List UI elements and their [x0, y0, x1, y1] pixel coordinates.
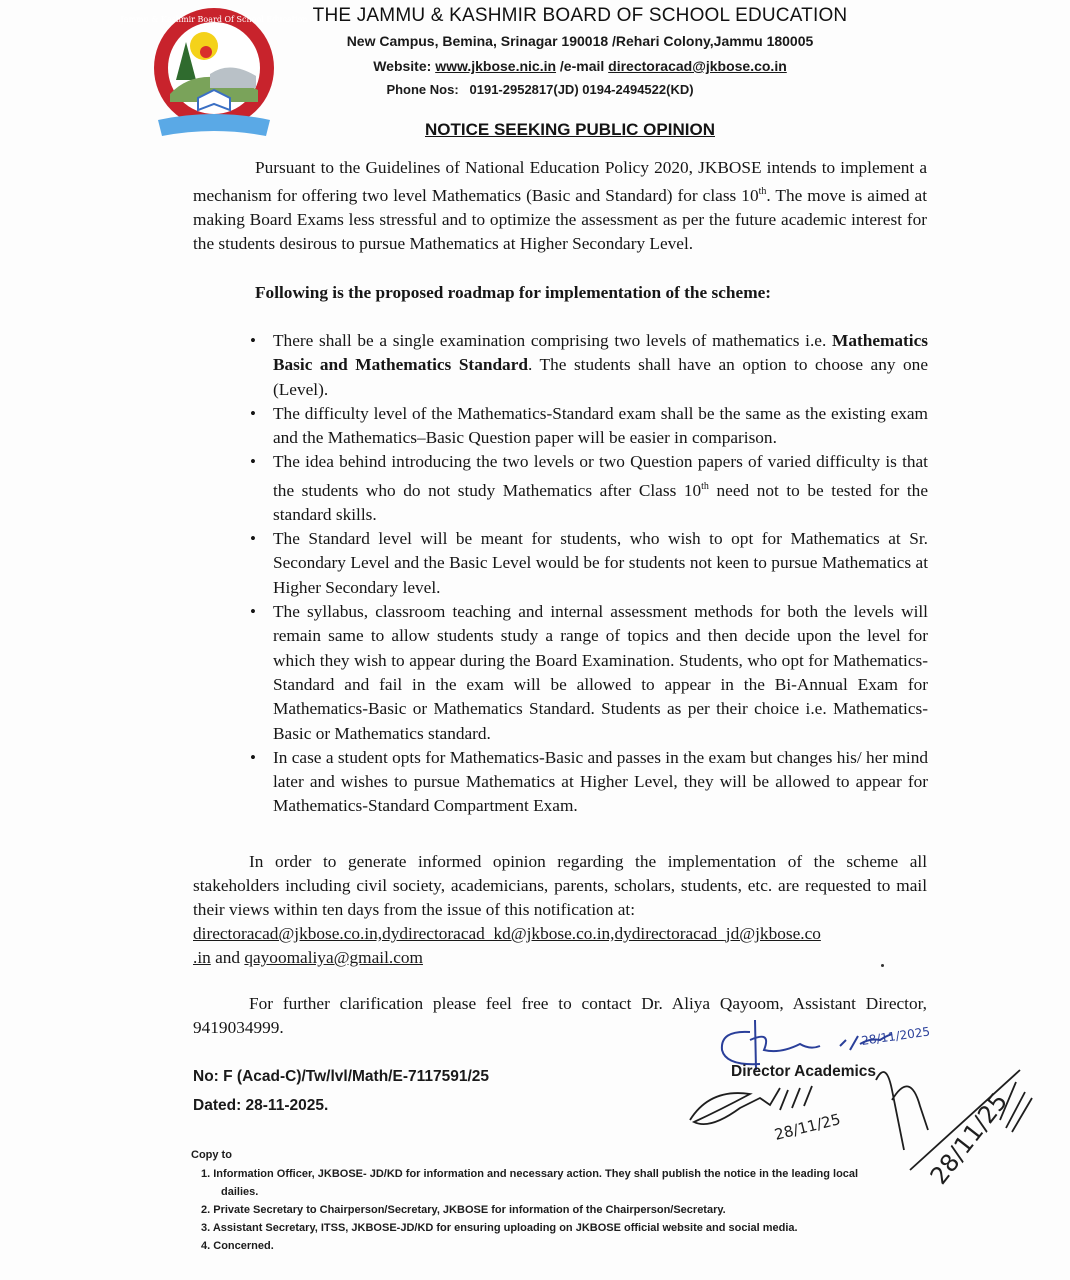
roadmap-item-text: There shall be a single examination comprising two levels of mathematics i.e.	[273, 331, 833, 350]
roadmap-item-superscript: th	[701, 480, 709, 492]
opinion-text: In order to generate informed opinion regarding the implementation of the scheme all stakeholders including civil society, academicians, parents, scholars, students, etc. are requested to mail their views within ten days from the issue of this notification at:	[193, 852, 927, 919]
flame-icon	[200, 46, 212, 58]
email-conjunction: and	[210, 948, 245, 967]
copy-to-heading: Copy to	[191, 1149, 232, 1161]
roadmap-item: • The difficulty level of the Mathematics-Standard exam shall be the same as the existing exam and the Mathematics–Basic Question paper will be easier in comparison.	[248, 402, 928, 451]
handwritten-date: 28/11/2025	[860, 1024, 931, 1048]
handwritten-date: 28/11/25	[772, 1110, 843, 1144]
signature-stroke	[780, 1086, 812, 1110]
email-list	[193, 922, 927, 970]
roadmap-item-bold: Mathematics Basic and Mathematics Standard	[273, 331, 928, 375]
website-link[interactable]: www.jkbose.nic.in	[435, 58, 557, 74]
roadmap-item: • In case a student opts for Mathematics-Basic and passes in the exam but changes his/ her mind later and wishes to pursue Mathematics at Higher Level, they will be allowed to appear for Mathematics-Standard Compartment Exam.	[248, 746, 928, 819]
roadmap-item-text: . The students shall have an option to choose any one (Level).	[273, 355, 928, 399]
copy-to-section	[191, 1149, 901, 1255]
logo-ribbon	[158, 114, 270, 136]
signature-stroke	[910, 1070, 1020, 1170]
phone-numbers: 0191-2952817(JD) 0194-2494522(KD)	[469, 82, 694, 97]
roadmap-lead: Following is the proposed roadmap for implementation of the scheme:	[255, 283, 772, 302]
copy-to-number: 3.	[201, 1222, 211, 1234]
jkbose-logo-emblem	[120, 2, 308, 152]
clarification-paragraph: For further clarification please feel free to contact Dr. Aliya Qayoom, Assistant Director, 9419034999.	[193, 994, 927, 1037]
signatory-title: Director Academics	[731, 1063, 877, 1080]
copy-to-item	[191, 1219, 901, 1237]
email-label: /e-mail	[559, 58, 605, 74]
copy-to-text-continued: dailies.	[221, 1186, 259, 1198]
contact-line	[290, 58, 870, 74]
roadmap-item: • The syllabus, classroom teaching and internal assessment methods for both the levels will remain same to allow students study a range of topics and then decide upon the level for which they wish to appear during the Board Examination. Students, who opt for Mathematics-Standard and fail in the exam will be allowed to appear in the Bi-Annual Exam for Mathematics-Basic or Mathematics Standard. Students as per their choice i.e. Mathematics- Basic or Mathematics standard.	[248, 600, 928, 746]
signature-stroke	[876, 1072, 928, 1150]
signature-stroke	[690, 1088, 780, 1124]
copy-to-list	[191, 1165, 901, 1255]
notice-title: NOTICE SEEKING PUBLIC OPINION	[425, 120, 715, 139]
roadmap-item-text: need not to be tested for the standard skills.	[273, 480, 928, 524]
copy-to-item	[191, 1237, 901, 1255]
copy-to-text: Private Secretary to Chairperson/Secretary, JKBOSE for information of the Chairperson/Secretary.	[213, 1204, 726, 1216]
opinion-paragraph	[193, 850, 927, 970]
signature-stroke	[1000, 1082, 1032, 1132]
copy-to-item	[191, 1201, 901, 1219]
website-label: Website:	[373, 58, 432, 74]
reference-number: No: F (Acad-C)/Tw/lvl/Math/E-7117591/25	[193, 1068, 490, 1085]
roadmap-item: • The Standard level will be meant for students, who wish to opt for Mathematics at Sr. Secondary Level and the Basic Level would be for students not keen to pursue Mathematics at Higher Secondary level.	[248, 527, 928, 600]
copy-to-number: 2.	[201, 1204, 211, 1216]
handwritten-date: 28/11/25	[924, 1087, 1014, 1190]
roadmap-item	[248, 450, 928, 527]
phone-line	[260, 82, 820, 97]
copy-to-number: 1.	[201, 1168, 211, 1180]
roadmap-list	[248, 329, 928, 819]
reference-date: Dated: 28-11-2025.	[193, 1097, 329, 1114]
intro-paragraph	[193, 156, 927, 256]
copy-to-item	[191, 1165, 901, 1201]
copy-to-text: Assistant Secretary, ITSS, JKBOSE-JD/KD for ensuring uploading on JKBOSE official website and social media.	[212, 1222, 798, 1234]
email-link[interactable]: directoracad@jkbose.co.in	[608, 58, 787, 74]
copy-to-text: Information Officer, JKBOSE- JD/KD for information and necessary action. They shall publish the notice in the leading local	[213, 1168, 859, 1180]
phone-label: Phone Nos:	[386, 82, 459, 97]
email-link-gmail[interactable]: qayoomaliya@gmail.com	[244, 948, 423, 967]
email-links[interactable]: directoracad@jkbose.co.in,dydirectoracad_kd@jkbose.co.in,dydirectoracad_jd@jkbose.co	[193, 924, 821, 943]
logo-ring-text: Jammu & Kashmir Board Of School Education	[120, 15, 308, 24]
copy-to-number: 4.	[201, 1240, 211, 1252]
copy-to-text: Concerned.	[213, 1240, 274, 1252]
intro-text-rest: . The move is aimed at making Board Exams less stressful and to optimize the assessment as per the future academic interest for the students desirous to pursue Mathematics at Higher Secondary Level.	[193, 185, 928, 253]
organization-name: THE JAMMU & KASHMIR BOARD OF SCHOOL EDUCATION	[312, 5, 848, 26]
roadmap-item-text: The idea behind introducing the two levels or two Question papers of varied difficulty is that the students who do not study Mathematics after Class 10	[273, 452, 928, 500]
intro-superscript: th	[758, 186, 767, 197]
roadmap-item	[248, 329, 928, 402]
organization-address: New Campus, Bemina, Srinagar 190018 /Rehari Colony,Jammu 180005	[346, 33, 814, 49]
stray-mark	[881, 964, 884, 967]
intro-text: Pursuant to the Guidelines of National Education Policy 2020, JKBOSE intends to implement a mechanism for offering two level Mathematics (Basic and Standard) for class 10	[193, 158, 927, 205]
email-links-tail[interactable]: .in	[193, 948, 211, 967]
